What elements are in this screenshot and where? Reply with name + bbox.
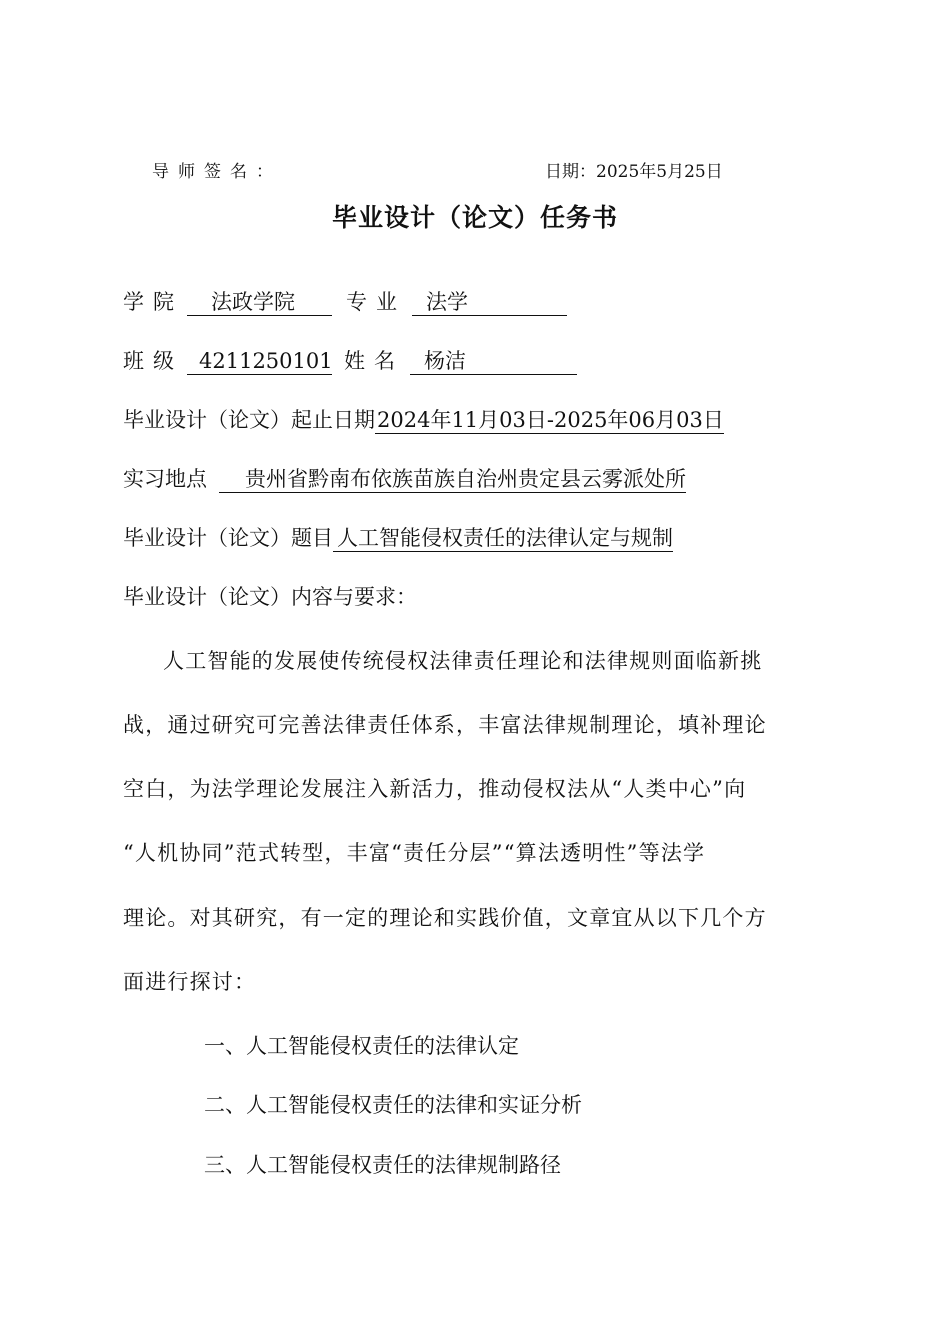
signature-date: 日期：2025年5月25日: [545, 162, 723, 182]
period-field: 2024年11月03日-2025年06月03日: [377, 408, 724, 432]
paragraph-line: 空白，为法学理论发展注入新活力，推动侵权法从“人类中心”向: [123, 777, 747, 801]
period-label: 毕业设计（论文）起止日期: [123, 408, 375, 432]
major-label: 专业: [346, 290, 406, 314]
outline-item: 一、人工智能侵权责任的法律认定: [204, 1034, 519, 1058]
paragraph-line: 理论。对其研究，有一定的理论和实践价值，文章宜从以下几个方: [123, 906, 767, 930]
outline-item: 三、人工智能侵权责任的法律规制路径: [204, 1153, 561, 1177]
topic-row: [123, 522, 673, 552]
name-field: 杨洁: [410, 349, 577, 375]
college-major-row: [123, 286, 567, 316]
college-field: 法政学院: [187, 290, 332, 316]
class-name-row: [123, 345, 577, 375]
college-label: 学院: [123, 290, 183, 314]
supervisor-signature-label: 导师签名：: [152, 162, 282, 182]
paragraph-line: 人工智能的发展使传统侵权法律责任理论和法律规则面临新挑: [163, 649, 763, 673]
name-label: 姓名: [344, 349, 404, 373]
content-paragraph: [123, 645, 831, 994]
internship-row: [123, 463, 686, 493]
internship-label: 实习地点: [123, 467, 207, 491]
topic-field: 人工智能侵权责任的法律认定与规制: [333, 526, 673, 552]
outline-item: 二、人工智能侵权责任的法律和实证分析: [204, 1093, 582, 1117]
paragraph-line: “人机协同”范式转型，丰富“责任分层”“算法透明性”等法学: [123, 841, 706, 865]
period-row: [123, 404, 724, 434]
major-field: 法学: [412, 290, 567, 316]
document-title: 毕业设计（论文）任务书: [331, 203, 618, 232]
paragraph-line: 战，通过研究可完善法律责任体系，丰富法律规制理论，填补理论: [123, 713, 767, 737]
paragraph-line: 面进行探讨：: [123, 970, 257, 994]
class-label: 班级: [123, 349, 183, 373]
class-field: 4211250101: [187, 349, 332, 375]
topic-label: 毕业设计（论文）题目: [123, 526, 333, 550]
internship-field: 贵州省黔南布依族苗族自治州贵定县云雾派处所: [219, 467, 686, 493]
content-label: 毕业设计（论文）内容与要求：: [123, 585, 417, 609]
